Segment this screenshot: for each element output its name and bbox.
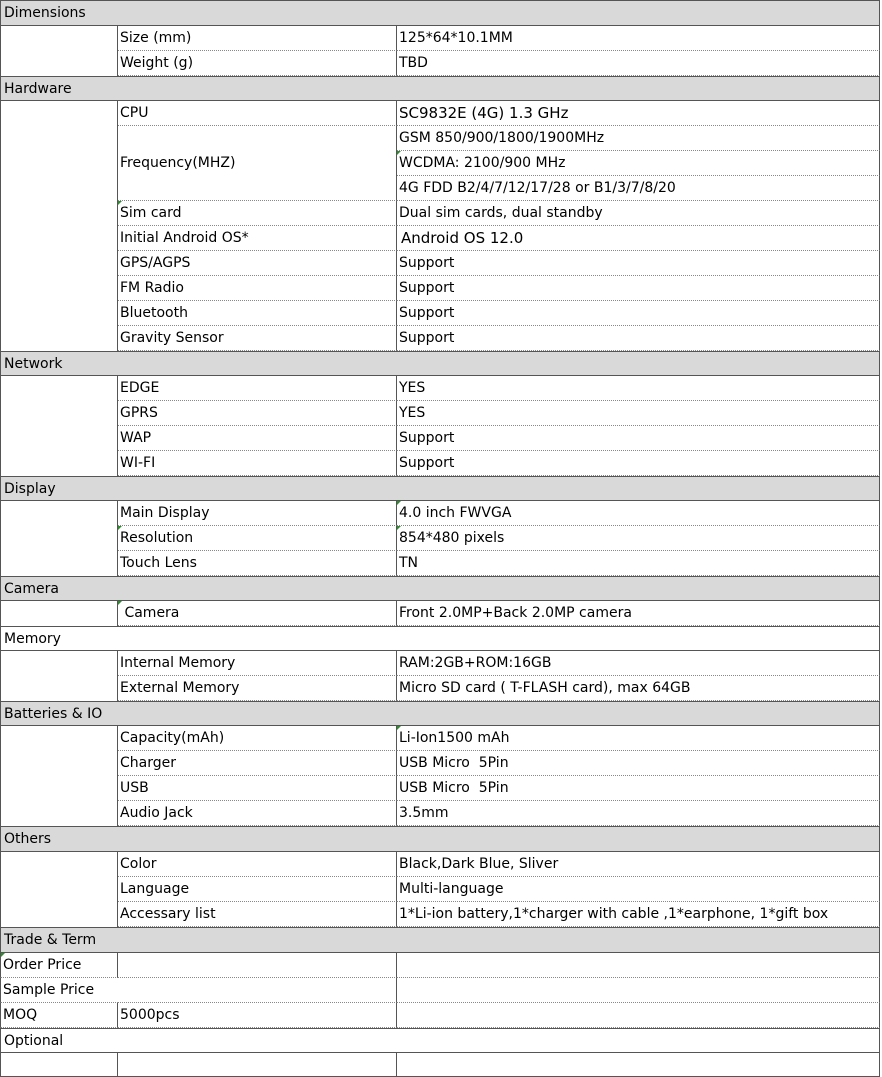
spec-value [397, 726, 880, 751]
spec-value: RAM:2GB+ROM:16GB [397, 651, 880, 676]
empty-cell [0, 251, 118, 276]
spec-value: Support [397, 276, 880, 301]
spec-label: Internal Memory [118, 651, 397, 676]
spec-value [397, 151, 880, 176]
spec-label: Capacity(mAh) [118, 726, 397, 751]
section-header-trade [0, 927, 880, 953]
spec-value: YES [397, 401, 880, 426]
spec-row-charger [0, 751, 880, 776]
cell-marker-icon [118, 201, 122, 205]
spec-value: 3.5mm [397, 801, 880, 826]
spec-row-internal-memory [0, 651, 880, 676]
spec-row-resolution [0, 526, 880, 551]
empty-cell [0, 852, 118, 877]
spec-row-cpu [0, 101, 880, 126]
spec-label: GPS/AGPS [118, 251, 397, 276]
empty-cell [0, 801, 118, 826]
spec-label: Bluetooth [118, 301, 397, 326]
spec-row-weight [0, 51, 880, 76]
spec-value: Multi-language [397, 877, 880, 902]
section-title: Dimensions [4, 5, 86, 21]
spec-label-text: Sim card [120, 205, 182, 221]
spec-label: GPRS [118, 401, 397, 426]
spec-value-text: Li-Ion1500 mAh [399, 730, 510, 746]
spec-row-sim [0, 201, 880, 226]
spec-row-gps [0, 251, 880, 276]
spec-label [118, 126, 397, 201]
section-title: Display [4, 481, 56, 497]
empty-cell [397, 1003, 880, 1028]
empty-cell [0, 651, 118, 676]
spec-value: 1*Li-ion battery,1*charger with cable ,1*earphone, 1*gift box [397, 902, 880, 927]
trade-label: MOQ [0, 1003, 118, 1028]
spec-row-frequency [0, 126, 880, 201]
spec-label [118, 526, 397, 551]
spec-label: FM Radio [118, 276, 397, 301]
empty-cell [0, 776, 118, 801]
section-header-camera [0, 576, 880, 601]
spec-row-wap [0, 426, 880, 451]
spec-value [397, 501, 880, 526]
spec-label: Touch Lens [118, 551, 397, 576]
section-title: Others [4, 831, 52, 847]
spec-label: USB [118, 776, 397, 801]
spec-row-color [0, 852, 880, 877]
section-header-display [0, 476, 880, 501]
empty-cell [0, 326, 118, 351]
cell-marker-icon [397, 526, 401, 530]
spec-row-camera [0, 601, 880, 626]
spec-label: Main Display [118, 501, 397, 526]
spec-label: Initial Android OS* [118, 226, 397, 251]
spec-label-text: Camera [120, 605, 180, 621]
empty-cell [0, 676, 118, 701]
empty-cell [118, 953, 397, 978]
section-header-batteries [0, 701, 880, 726]
spec-value: USB Micro 5Pin [397, 776, 880, 801]
spec-row-edge [0, 376, 880, 401]
spec-label [118, 601, 397, 626]
spec-row-wifi [0, 451, 880, 476]
spec-label [118, 201, 397, 226]
empty-cell [0, 226, 118, 251]
spec-label: WAP [118, 426, 397, 451]
spec-value: Micro SD card ( T-FLASH card), max 64GB [397, 676, 880, 701]
spec-value: Dual sim cards, dual standby [397, 201, 880, 226]
spec-label: Weight (g) [118, 51, 397, 76]
optional-row [0, 1053, 880, 1077]
spec-row-main-display [0, 501, 880, 526]
cell-marker-icon [118, 526, 122, 530]
spec-value-text: 4.0 inch FWVGA [399, 505, 512, 521]
spec-value: YES [397, 376, 880, 401]
spec-label: Color [118, 852, 397, 877]
spec-label: Charger [118, 751, 397, 776]
spec-row-size [0, 26, 880, 51]
spec-row-android [0, 226, 880, 251]
spec-label: Language [118, 877, 397, 902]
empty-cell [0, 526, 118, 551]
trade-row-order-price [0, 953, 880, 978]
spec-label: WI-FI [118, 451, 397, 476]
spec-row-bluetooth [0, 301, 880, 326]
spec-value: Support [397, 451, 880, 476]
spec-value: Support [397, 251, 880, 276]
empty-cell [0, 426, 118, 451]
section-title: Network [4, 356, 63, 372]
empty-cell [0, 276, 118, 301]
trade-row-sample-price [0, 978, 880, 1003]
empty-cell [0, 601, 118, 626]
section-title: Hardware [4, 81, 72, 97]
empty-cell [0, 501, 118, 526]
trade-label-text: Order Price [3, 957, 82, 973]
spec-value: Black,Dark Blue, Sliver [397, 852, 880, 877]
spec-value: Front 2.0MP+Back 2.0MP camera [397, 601, 880, 626]
empty-cell [0, 101, 118, 126]
spec-row-audio-jack [0, 801, 880, 826]
cell-marker-icon [397, 151, 401, 155]
empty-cell [397, 978, 880, 1003]
spec-row-usb [0, 776, 880, 801]
empty-cell [0, 376, 118, 401]
empty-cell [0, 201, 118, 226]
empty-cell [118, 978, 397, 1003]
section-header-dimensions [0, 0, 880, 26]
spec-label: EDGE [118, 376, 397, 401]
spec-value: TN [397, 551, 880, 576]
spec-row-capacity [0, 726, 880, 751]
section-title: Memory [4, 631, 61, 647]
section-header-network [0, 351, 880, 376]
empty-cell [0, 751, 118, 776]
spec-row-gprs [0, 401, 880, 426]
cell-marker-icon [118, 601, 122, 605]
trade-label [0, 953, 118, 978]
spec-label-text: Resolution [120, 530, 194, 546]
trade-label: Sample Price [0, 978, 118, 1003]
cell-marker-icon [1, 953, 5, 957]
empty-cell [0, 301, 118, 326]
spec-value: 4G FDD B2/4/7/12/17/28 or B1/3/7/8/20 [397, 176, 880, 201]
empty-cell [0, 451, 118, 476]
section-title: Optional [4, 1033, 64, 1049]
spec-value: Support [397, 326, 880, 351]
empty-cell [0, 551, 118, 576]
spec-row-accessories [0, 902, 880, 927]
section-header-hardware [0, 76, 880, 101]
spec-value: USB Micro 5Pin [397, 751, 880, 776]
empty-cell [0, 401, 118, 426]
cell-marker-icon [397, 501, 401, 505]
cell-marker-icon [397, 726, 401, 730]
trade-row-moq [0, 1003, 880, 1028]
spec-value: TBD [397, 51, 880, 76]
empty-cell [0, 51, 118, 76]
spec-label: CPU [118, 101, 397, 126]
empty-cell [0, 877, 118, 902]
spec-row-language [0, 877, 880, 902]
empty-cell [118, 1053, 397, 1077]
spec-value: Support [397, 301, 880, 326]
spec-label: Accessary list [118, 902, 397, 927]
spec-label: Gravity Sensor [118, 326, 397, 351]
section-title: Trade & Term [4, 932, 97, 948]
spec-value-text: 854*480 pixels [399, 530, 505, 546]
frequency-label: Frequency(MHZ) [120, 155, 236, 171]
section-header-memory [0, 626, 880, 651]
trade-value: 5000pcs [118, 1003, 397, 1028]
empty-cell [397, 953, 880, 978]
empty-cell [0, 726, 118, 751]
spec-value-text: WCDMA: 2100/900 MHz [399, 155, 566, 171]
spec-value: SC9832E (4G) 1.3 GHz [397, 101, 880, 126]
empty-cell [0, 126, 118, 201]
section-header-optional [0, 1028, 880, 1053]
spec-value: GSM 850/900/1800/1900MHz [397, 126, 880, 151]
spec-row-external-memory [0, 676, 880, 701]
spec-label: External Memory [118, 676, 397, 701]
spec-row-fm [0, 276, 880, 301]
spec-value: Support [397, 426, 880, 451]
empty-cell [0, 26, 118, 51]
spec-row-gravity [0, 326, 880, 351]
section-title: Camera [4, 581, 59, 597]
section-title: Batteries & IO [4, 706, 103, 722]
spec-label: Size (mm) [118, 26, 397, 51]
spec-row-touch [0, 551, 880, 576]
empty-cell [0, 1053, 118, 1077]
spec-value: Android OS 12.0 [397, 226, 880, 251]
spec-label: Audio Jack [118, 801, 397, 826]
section-header-others [0, 826, 880, 852]
spec-value [397, 526, 880, 551]
empty-cell [397, 1053, 880, 1077]
empty-cell [0, 902, 118, 927]
spec-value: 125*64*10.1MM [397, 26, 880, 51]
